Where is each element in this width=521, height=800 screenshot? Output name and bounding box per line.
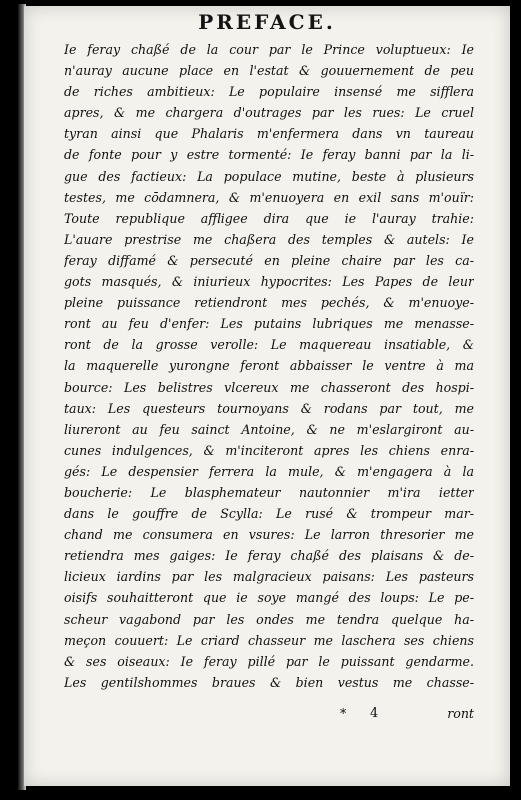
signature-mark: *: [340, 706, 347, 721]
text-line: n'auray aucune place en l'estat & gouuernement de peu: [64, 63, 474, 79]
text-line: cunes indulgences, & m'inciteront apres les chiens enra-: [64, 442, 474, 458]
text-line: Ie feray chaßé de la cour par le Prince voluptueux: Ie: [64, 42, 474, 57]
book-page: [24, 6, 510, 786]
text-line: feray diffamé & persecuté en pleine chaire par les ca-: [64, 252, 474, 268]
text-line: liureront au feu sainct Antoine, & ne m'eslargiront au-: [64, 421, 474, 437]
text-line: taux: Les questeurs tournoyans & rodans par tout, me: [64, 400, 474, 416]
page-footer: [64, 706, 474, 726]
text-line: de fonte pour y estre tormenté: Ie feray banni par la li-: [64, 147, 474, 163]
text-line: tyran ainsi que Phalaris m'enfermera dans vn taureau: [64, 126, 474, 142]
text-line: de riches ambitieux: Le populaire insensé me sifflera: [64, 84, 474, 100]
text-line: oisifs souhaitteront que ie soye mangé des loups: Le pe-: [64, 590, 474, 606]
running-head: PREFACE.: [198, 10, 336, 34]
body-text: [64, 39, 474, 693]
text-line: licieux iardins par les malgracieux paisans: Les pasteurs: [64, 569, 474, 585]
text-line: boucherie: Le blasphemateur nautonnier m'ira ietter: [64, 484, 474, 500]
catchword: ront: [447, 706, 474, 721]
text-line: gés: Le despensier ferrera la mule, & m'engagera à la: [64, 463, 474, 479]
page-number: 4: [370, 706, 379, 721]
text-line: testes, me cōdamnera, & m'enuoyera en exil sans m'ouïr:: [64, 189, 474, 205]
text-line: la maquerelle yurongne feront abbaisser le ventre à ma: [64, 358, 474, 374]
text-line: ront au feu d'enfer: Les putains lubriques me menasse-: [64, 316, 474, 332]
text-line: L'auare prestrise me chaßera des temples & autels: Ie: [64, 231, 474, 247]
text-line: bource: Les belistres vlcereux me chasseront des hospi-: [64, 379, 474, 395]
text-line: ront de la grosse verolle: Le maquereau insatiable, &: [64, 337, 474, 353]
text-line: Les gentilshommes braues & bien vestus me chasse-: [64, 674, 474, 690]
text-line: dans le gouffre de Scylla: Le rusé & trompeur mar-: [64, 506, 474, 522]
text-line: pleine puissance retiendront mes pechés, & m'enuoye-: [64, 295, 474, 311]
text-line: gots masqués, & iniurieux hypocrites: Les Papes de leur: [64, 274, 474, 290]
text-line: apres, & me chargera d'outrages par les rues: Le cruel: [64, 105, 474, 121]
text-line: scheur vagabond par les ondes me tendra quelque ha-: [64, 611, 474, 627]
text-line: Toute republique affligee dira que ie l'auray trahie:: [64, 210, 474, 226]
text-line: meçon couuert: Le criard chasseur me laschera ses chiens: [64, 632, 474, 648]
text-line: chand me consumera en vsures: Le larron thresorier me: [64, 527, 474, 543]
text-line: retiendra mes gaiges: Ie feray chaßé des plaisans & de-: [64, 548, 474, 564]
text-line: gue des factieux: La populace mutine, beste à plusieurs: [64, 168, 474, 184]
text-line: & ses oiseaux: Ie feray pillé par le puissant gendarme.: [64, 653, 474, 669]
